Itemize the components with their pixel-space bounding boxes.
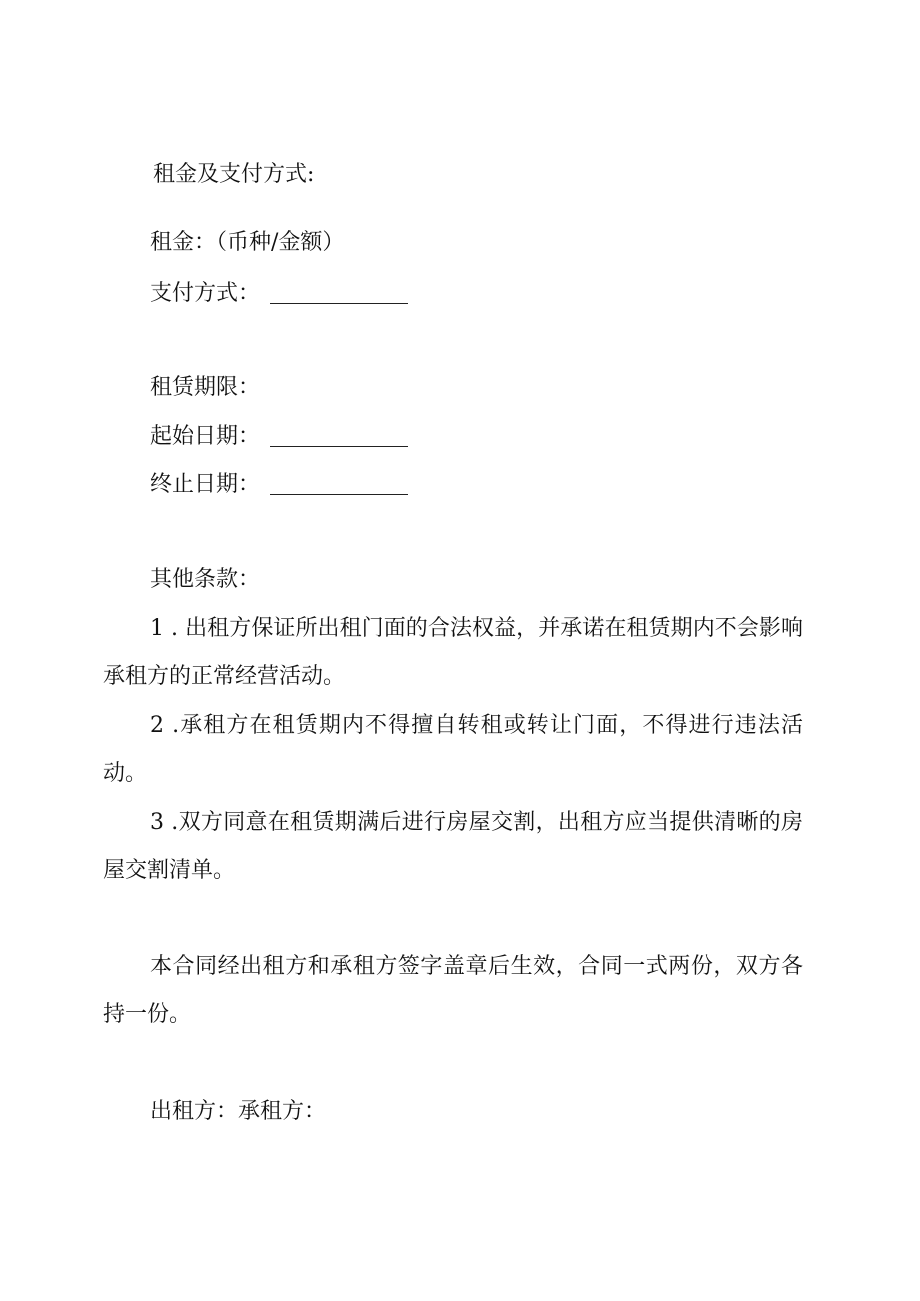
- lease-term-heading: 租赁期限：: [150, 375, 261, 400]
- start-date-line: [150, 422, 408, 452]
- clause-2: 2 .承租方在租赁期内不得擅自转租或转让门面，不得进行违法活动。: [103, 713, 803, 786]
- rent-payment-heading: 租金及支付方式:: [153, 162, 315, 187]
- other-terms-heading: 其他条款：: [150, 567, 261, 592]
- payment-method-line: [150, 279, 408, 309]
- end-date-label: 终止日期：: [150, 472, 261, 497]
- signature-line: 出租方：承租方：: [150, 1099, 327, 1124]
- clause-1: 1 . 出租方保证所出租门面的合法权益，并承诺在租赁期内不会影响承租方的正常经营活动。: [103, 616, 803, 689]
- clause-3: 3 .双方同意在租赁期满后进行房屋交割，出租方应当提供清晰的房屋交割清单。: [103, 810, 803, 883]
- end-date-blank[interactable]: [270, 472, 408, 495]
- effect-clause: 本合同经出租方和承租方签字盖章后生效，合同一式两份，双方各持一份。: [103, 954, 803, 1027]
- payment-method-blank[interactable]: [270, 281, 408, 304]
- start-date-blank[interactable]: [270, 424, 408, 447]
- payment-method-label: 支付方式：: [150, 281, 261, 306]
- start-date-label: 起始日期：: [150, 424, 261, 449]
- rent-amount-line: 租金：（币种/金额）: [150, 230, 345, 255]
- end-date-line: [150, 470, 408, 500]
